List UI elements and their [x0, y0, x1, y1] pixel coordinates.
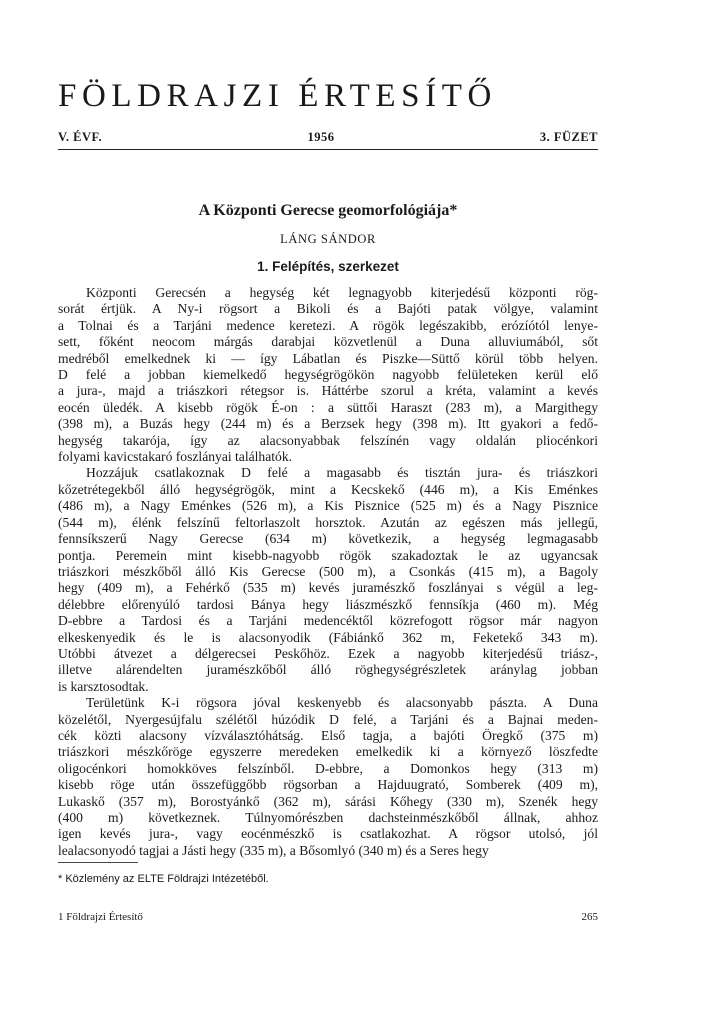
text-line: lealacsonyodó tagjai a Jásti hegy (335 m), a Bősomlyó (340 m) és a Seres hegy — [58, 842, 489, 858]
article-body — [58, 285, 598, 859]
text-line: Központi Gerecsén a hegység két legnagyobb kiterjedésű központi rög- — [86, 285, 598, 300]
text-line: (398 m), a Buzás hegy (244 m) és a Berzsek hegy (398 m). Itt gyakori a fedő- — [58, 416, 598, 432]
text-line: hegy (409 m), a Fehérkő (535 m) kevés juramészkő foszlányai s végül a leg- — [58, 580, 598, 596]
footer-journal-signature: 1 Földrajzi Értesítő — [58, 911, 143, 923]
text-line: D felé a jobban kiemelkedő hegységrögökön nagyobb felületeken kerül elő — [58, 367, 598, 383]
year-label: 1956 — [307, 130, 335, 144]
text-line: cék közti alacsony vízválasztóhátság. Első tagja, a bajóti Öregkő (375 m) — [58, 727, 598, 743]
paragraph — [58, 285, 598, 465]
text-line: pontja. Peremein mint kisebb-nagyobb rögök szakadoztak le az ugyancsak — [58, 547, 598, 563]
text-line: eocén üledék. A kisebb rögök É-on : a süttői Haraszt (283 m), a Margithegy — [58, 399, 598, 415]
text-line: triászkori mészkőből álló Kis Gerecse (500 m), a Csonkás (415 m), a Bagoly — [58, 563, 598, 579]
text-line: közelétől, Nyergesújfalu szélétől húzódik D felé, a Tarjáni és a Bajnai meden- — [58, 711, 598, 727]
paragraph — [58, 465, 598, 695]
text-line: a jura-, majd a triászkori rétegsor is. Háttérbe szorul a kréta, valamint a kevés — [58, 383, 598, 399]
text-line: a Tolnai és a Tarjáni medence keretezi. A rögök legészakibb, erózíótól lenye- — [58, 317, 598, 333]
text-line: Területünk K-i rögsora jóval keskenyebb és alacsonyabb pászta. A Duna — [86, 695, 598, 711]
text-line: triászkori mészkőröge egyszerre meredeken emelkedik ki a környező löszfedte — [58, 744, 598, 760]
article-title: A Központi Gerecse geomorfológiája* — [198, 202, 458, 219]
text-line: (486 m), a Nagy Eménkes (526 m), a Kis Pisznice (525 m) és a Nagy Pisznice — [58, 498, 598, 514]
text-line: (544 m), élénk felszínű feltorlaszolt horsztok. Azután az egészen más jellegű, — [58, 514, 598, 530]
text-line: kőzetrétegekből álló hegységrögök, mint a Kecskekő (446 m), a Kis Eménkes — [58, 481, 598, 497]
text-line: is karsztosodtak. — [58, 678, 149, 694]
issue-line — [58, 130, 598, 145]
text-line: fennsíkszerű Nagy Gerecse (634 m) következik, a hegység legmagasabb — [58, 531, 598, 547]
text-line: kisebb röge után összefüggőbb rögsorban a Hajduugrató, Somberek (409 m), — [58, 777, 598, 793]
text-line: elkeskenyedik és le is alacsonyodik (Fábiánkő 362 m, Feketekő 343 m). — [58, 629, 598, 645]
text-line: (400 m) következnek. Túlnyomórészben dachsteinmészkőből állnak, ahhoz — [58, 810, 598, 825]
author-name: LÁNG SÁNDOR — [280, 232, 376, 246]
page-number: 265 — [581, 911, 598, 923]
journal-title: FÖLDRAJZI ÉRTESÍTŐ — [58, 78, 497, 114]
text-line: Utóbbi átvezet a délgerecsei Peskőhöz. Ezek a nagyobb kiterjedésű triász-, — [58, 645, 598, 661]
text-line: sorát értjük. A Ny-i rögsort a Bikoli és a Bajóti patak völgye, valamint — [58, 301, 598, 317]
text-line: hegység takarója, így az alacsonyabbak felszínén vagy oldalán pliocénkori — [58, 432, 598, 448]
footnote: * Közlemény az ELTE Földrajzi Intézetéből. — [58, 873, 269, 885]
volume-label: V. ÉVF. — [58, 130, 103, 144]
page-footer — [58, 910, 598, 924]
text-line: sett, főként neocom márgás darabjai közvetlenül a Duna alluviumából, sőt — [58, 334, 598, 350]
text-line: D-ebbre a Tardosi és a Tarjáni medencéktől közrefogott rögsor már nagyon — [58, 613, 598, 629]
text-line: medréből emelkednek ki — így Lábatlan és Piszke—Süttő körül több helyen. — [58, 350, 598, 366]
text-line: igen kevés jura-, vagy eocénmészkő is csatlakozhat. A rögsor utolsó, jól — [58, 826, 598, 842]
text-line: oligocénkori homokköves felszínből. D-ebbre, a Domonkos hegy (313 m) — [58, 760, 598, 776]
paragraph — [58, 695, 598, 859]
footnote-rule — [58, 862, 138, 863]
text-line: Hozzájuk csatlakoznak D felé a magasabb és tisztán jura- és triászkori — [86, 465, 598, 481]
issue-label: 3. FÜZET — [539, 130, 598, 144]
text-line: illetve alárendelten juramészkőből álló röghegységrészletek aránylag jobban — [58, 662, 598, 678]
text-line: folyami kavicstakaró foszlányai találhatók. — [58, 449, 293, 465]
text-line: Lukaskő (357 m), Borostyánkő (362 m), sárási Kőhegy (330 m), Szenék hegy — [58, 793, 598, 809]
header-rule — [58, 149, 598, 150]
text-line: délebbre előrenyúló tardosi Bánya hegy liászmészkő fennsíkja (460 m). Még — [58, 596, 598, 612]
section-heading: 1. Felépítés, szerkezet — [257, 259, 399, 274]
